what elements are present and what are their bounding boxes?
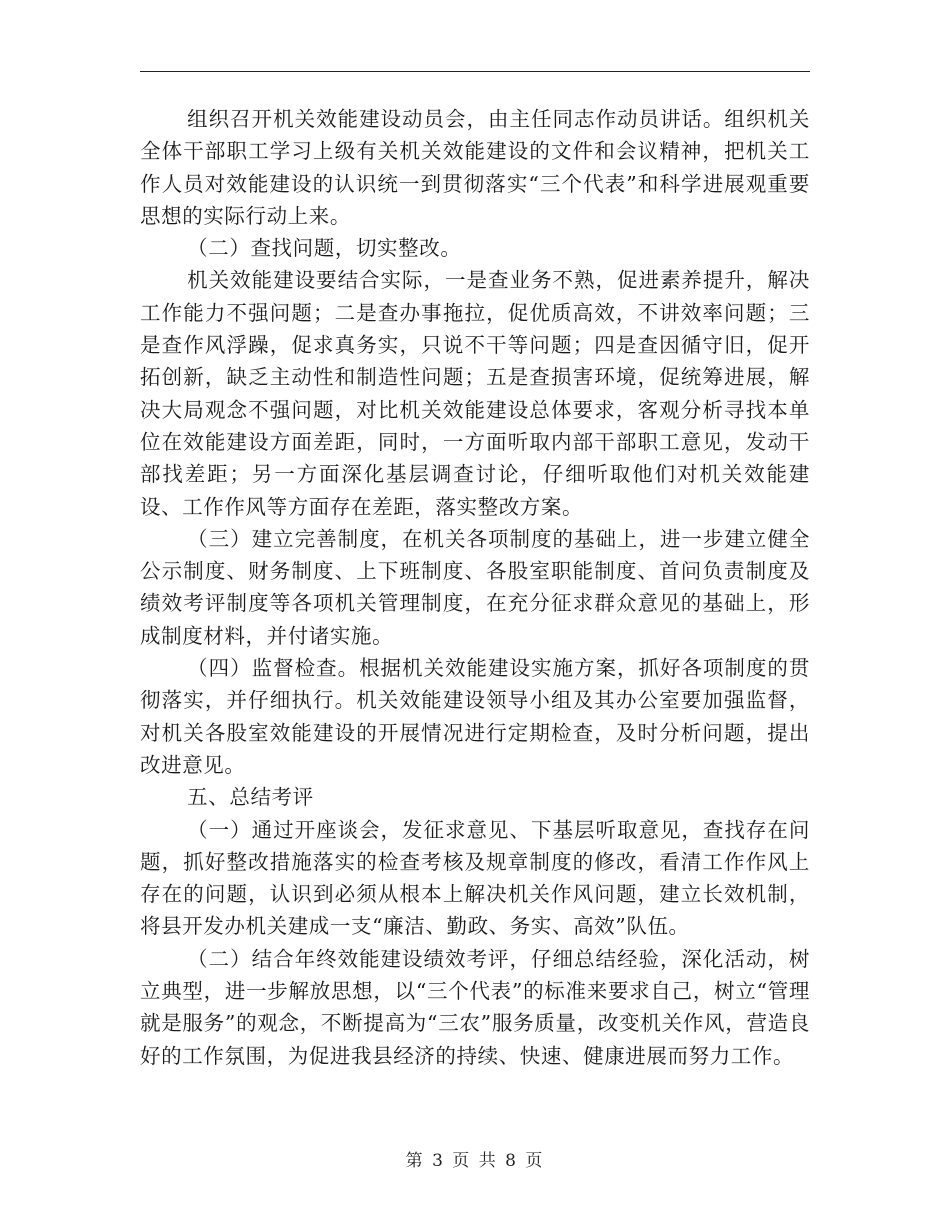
paragraph: （二）结合年终效能建设绩效考评，仔细总结经验，深化活动，树立典型，进一步解放思想，以“三个代表”的标准来要求自己，树立“管理就是服务”的观念，不断提高为“三农”服务质量，改变机关作风，营造良好的工作氛围，为促进我县经济的持续、快速、健康进展而努力工作。	[140, 946, 810, 1068]
paragraph: 机关效能建设要结合实际，一是查业务不熟，促进素养提升，解决工作能力不强问题；二是查办事拖拉，促优质高效，不讲效率问题；三是查作风浮躁，促求真务实，只说不干等问题；四是查因循守旧，促开拓创新，缺乏主动性和制造性问题；五是查损害环境，促统筹进展，解决大局观念不强问题，对比机关效能建设总体要求，客观分析寻找本单位在效能建设方面差距，同时，一方面听取内部干部职工意见，发动干部找差距；另一方面深化基层调查讨论，仔细听取他们对机关效能建设、工作作风等方面存在差距，落实整改方案。	[140, 268, 810, 519]
header-rule	[140, 71, 810, 72]
section-heading: （二）查找问题，切实整改。	[187, 236, 462, 261]
document-body	[140, 103, 810, 1072]
paragraph: （三）建立完善制度，在机关各项制度的基础上，进一步建立健全公示制度、财务制度、上下班制度、各股室职能制度、首问负责制度及绩效考评制度等各项机关管理制度，在充分征求群众意见的基础上，形成制度材料，并付诸实施。	[140, 526, 810, 648]
section-heading: 五、总结考评	[187, 785, 314, 810]
paragraph: （四）监督检查。根据机关效能建设实施方案，抓好各项制度的贯彻落实，并仔细执行。机关效能建设领导小组及其办公室要加强监督，对机关各股室效能建设的开展情况进行定期检查，及时分析问题，提出改进意见。	[140, 656, 810, 777]
page-number: 第 3 页 共 8 页	[405, 1151, 545, 1171]
paragraph: （一）通过开座谈会，发征求意见、下基层听取意见，查找存在问题，抓好整改措施落实的检查考核及规章制度的修改，看清工作作风上存在的问题，认识到必须从根本上解决机关作风问题，建立长效机制，将县开发办机关建成一支“廉洁、勤政、务实、高效”队伍。	[140, 817, 810, 939]
paragraph: 组织召开机关效能建设动员会，由主任同志作动员讲话。组织机关全体干部职工学习上级有关机关效能建设的文件和会议精神，把机关工作人员对效能建设的认识统一到贯彻落实“三个代表”和科学进展观重要思想的实际行动上来。	[140, 107, 810, 228]
